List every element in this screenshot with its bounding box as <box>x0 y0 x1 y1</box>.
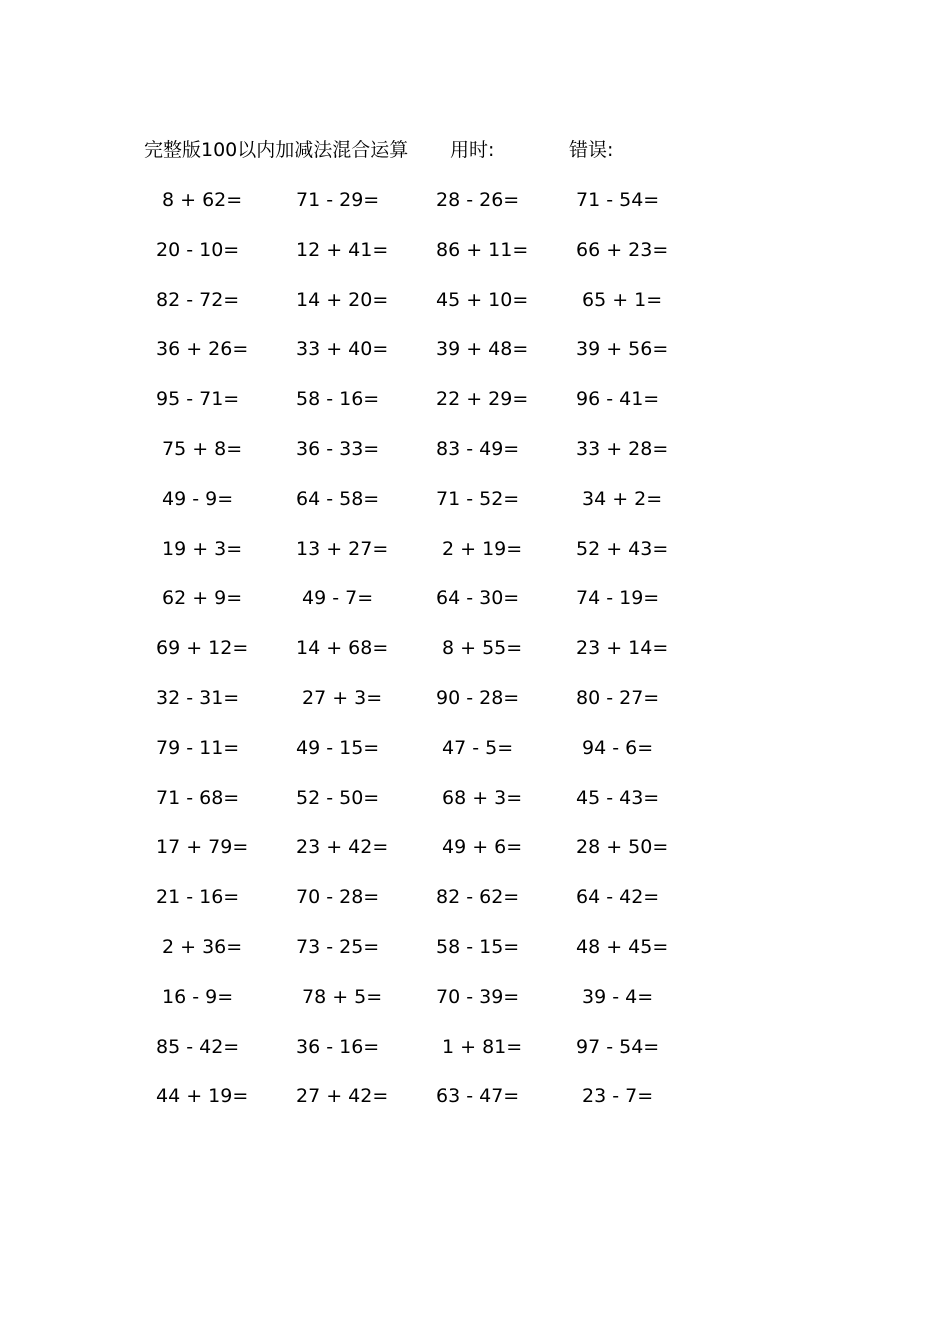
problem-grid <box>0 186 950 1132</box>
math-problem: 71 - 52= <box>436 487 520 510</box>
math-problem: 65 + 1= <box>582 288 663 311</box>
math-problem: 52 + 43= <box>576 537 669 560</box>
problem-row <box>0 1033 950 1083</box>
math-problem: 86 + 11= <box>436 238 529 261</box>
math-problem: 64 - 42= <box>576 886 660 909</box>
math-problem: 8 + 62= <box>162 189 243 211</box>
math-problem: 96 - 41= <box>576 388 660 411</box>
math-problem: 17 + 79= <box>156 836 249 859</box>
math-problem: 70 - 39= <box>436 985 520 1008</box>
math-problem: 28 - 26= <box>436 189 520 211</box>
math-problem: 85 - 42= <box>156 1035 240 1058</box>
math-problem: 97 - 54= <box>576 1035 660 1058</box>
math-problem: 82 - 62= <box>436 886 520 909</box>
math-problem: 16 - 9= <box>162 985 234 1008</box>
problem-row <box>0 584 950 634</box>
math-problem: 34 + 2= <box>582 487 663 510</box>
math-problem: 70 - 28= <box>296 886 380 909</box>
math-problem: 45 - 43= <box>576 786 660 809</box>
math-problem: 33 + 28= <box>576 437 669 460</box>
math-problem: 62 + 9= <box>162 587 243 610</box>
math-problem: 80 - 27= <box>576 686 660 709</box>
math-problem: 14 + 20= <box>296 288 389 311</box>
math-problem: 52 - 50= <box>296 786 380 809</box>
math-problem: 1 + 81= <box>442 1035 523 1058</box>
math-problem: 39 + 48= <box>436 338 529 361</box>
math-problem: 47 - 5= <box>442 736 514 759</box>
problem-row <box>0 335 950 385</box>
problem-row <box>0 734 950 784</box>
problem-row <box>0 684 950 734</box>
problem-row <box>0 485 950 535</box>
math-problem: 66 + 23= <box>576 238 669 261</box>
math-problem: 39 + 56= <box>576 338 669 361</box>
errors-label: 错误: <box>569 139 614 161</box>
math-problem: 36 - 16= <box>296 1035 380 1058</box>
problem-row <box>0 833 950 883</box>
math-problem: 14 + 68= <box>296 637 389 660</box>
math-problem: 23 + 14= <box>576 637 669 660</box>
math-problem: 23 - 7= <box>582 1085 654 1108</box>
math-problem: 75 + 8= <box>162 437 243 460</box>
math-problem: 64 - 58= <box>296 487 380 510</box>
math-problem: 48 + 45= <box>576 935 669 958</box>
math-problem: 58 - 16= <box>296 388 380 411</box>
math-problem: 8 + 55= <box>442 637 523 660</box>
math-problem: 49 + 6= <box>442 836 523 859</box>
problem-row <box>0 933 950 983</box>
math-problem: 71 - 54= <box>576 189 660 211</box>
math-problem: 36 + 26= <box>156 338 249 361</box>
math-problem: 94 - 6= <box>582 736 654 759</box>
problem-row <box>0 186 950 236</box>
math-problem: 78 + 5= <box>302 985 383 1008</box>
math-problem: 49 - 7= <box>302 587 374 610</box>
math-problem: 12 + 41= <box>296 238 389 261</box>
math-problem: 82 - 72= <box>156 288 240 311</box>
math-problem: 64 - 30= <box>436 587 520 610</box>
math-problem: 21 - 16= <box>156 886 240 909</box>
time-used-label: 用时: <box>450 139 495 161</box>
problem-row <box>0 286 950 336</box>
math-problem: 83 - 49= <box>436 437 520 460</box>
problem-row <box>0 435 950 485</box>
problem-row <box>0 634 950 684</box>
math-problem: 73 - 25= <box>296 935 380 958</box>
math-problem: 69 + 12= <box>156 637 249 660</box>
problem-row <box>0 883 950 933</box>
problem-row <box>0 535 950 585</box>
math-problem: 20 - 10= <box>156 238 240 261</box>
math-problem: 71 - 68= <box>156 786 240 809</box>
math-problem: 90 - 28= <box>436 686 520 709</box>
math-problem: 49 - 9= <box>162 487 234 510</box>
math-problem: 32 - 31= <box>156 686 240 709</box>
problem-row <box>0 784 950 834</box>
math-problem: 27 + 42= <box>296 1085 389 1108</box>
math-problem: 44 + 19= <box>156 1085 249 1108</box>
math-problem: 27 + 3= <box>302 686 383 709</box>
math-problem: 58 - 15= <box>436 935 520 958</box>
math-problem: 2 + 36= <box>162 935 243 958</box>
math-problem: 19 + 3= <box>162 537 243 560</box>
math-problem: 22 + 29= <box>436 388 529 411</box>
math-problem: 49 - 15= <box>296 736 380 759</box>
math-problem: 36 - 33= <box>296 437 380 460</box>
math-problem: 2 + 19= <box>442 537 523 560</box>
problem-row <box>0 236 950 286</box>
math-problem: 45 + 10= <box>436 288 529 311</box>
math-problem: 28 + 50= <box>576 836 669 859</box>
math-problem: 68 + 3= <box>442 786 523 809</box>
math-problem: 13 + 27= <box>296 537 389 560</box>
problem-row <box>0 983 950 1033</box>
math-problem: 95 - 71= <box>156 388 240 411</box>
worksheet-title: 完整版100以内加减法混合运算 <box>144 139 409 161</box>
math-problem: 23 + 42= <box>296 836 389 859</box>
problem-row <box>0 385 950 435</box>
math-problem: 33 + 40= <box>296 338 389 361</box>
math-problem: 79 - 11= <box>156 736 240 759</box>
math-problem: 71 - 29= <box>296 189 380 211</box>
problem-row <box>0 1082 950 1132</box>
math-problem: 74 - 19= <box>576 587 660 610</box>
math-problem: 63 - 47= <box>436 1085 520 1108</box>
math-problem: 39 - 4= <box>582 985 654 1008</box>
